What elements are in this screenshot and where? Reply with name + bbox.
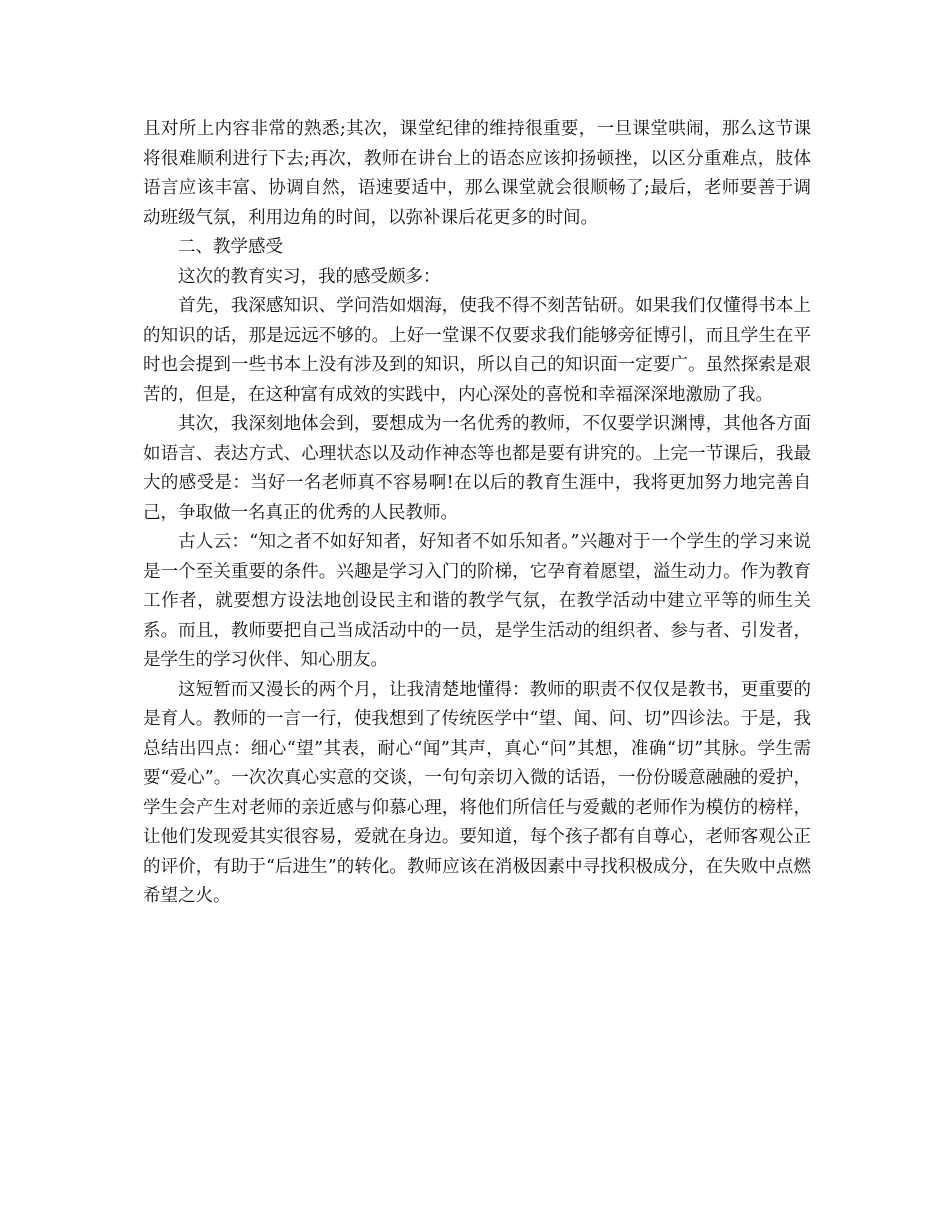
paragraph-secondly: 其次，我深刻地体会到，要想成为一名优秀的教师，不仅要学识渊博，其他各方面如语言、表达方式、心理状态以及动作神态等也都是要有讲究的。上完一节课后，我最大的感受是：当好一名老师真不容易啊!在以后的教育生涯中，我将更加努力地完善自己，争取做一名真正的优秀的人民教师。 — [143, 414, 811, 523]
document-body — [143, 115, 811, 912]
paragraph-ancient-saying: 古人云：“知之者不如好知者，好知者不如乐知者。”兴趣对于一个学生的学习来说是一个至关重要的条件。兴趣是学习入门的阶梯，它孕育着愿望，溢生动力。作为教育工作者，就要想方设法地创设民主和谐的教学气氛，在教学活动中建立平等的师生关系。而且，教师要把自己当成活动中的一员，是学生活动的组织者、参与者、引发者，是学生的学习伙伴、知心朋友。 — [143, 532, 811, 670]
paragraph-firstly: 首先，我深感知识、学问浩如烟海，使我不得不刻苦钻研。如果我们仅懂得书本上的知识的话，那是远远不够的。上好一堂课不仅要求我们能够旁征博引，而且学生在平时也会提到一些书本上没有涉及到的知识，所以自己的知识面一定要广。虽然探索是艰苦的，但是，在这种富有成效的实践中，内心深处的喜悦和幸福深深地激励了我。 — [143, 296, 811, 405]
paragraph-two-months: 这短暂而又漫长的两个月，让我清楚地懂得：教师的职责不仅仅是教书，更重要的是育人。教师的一言一行，使我想到了传统医学中“望、闻、问、切”四诊法。于是，我总结出四点：细心“望”其表，耐心“闻”其声，真心“问”其想，准确“切”其脉。学生需要“爱心”。一次次真心实意的交谈，一句句亲切入微的话语，一份份暖意融融的爱护，学生会产生对老师的亲近感与仰慕心理，将他们所信任与爱戴的老师作为模仿的榜样，让他们发现爱其实很容易，爱就在身边。要知道，每个孩子都有自尊心，老师客观公正的评价，有助于“后进生”的转化。教师应该在消极因素中寻找积极成分，在失败中点燃希望之火。 — [143, 679, 811, 906]
paragraph-continued: 且对所上内容非常的熟悉;其次，课堂纪律的维持很重要，一旦课堂哄闹，那么这节课将很难顺利进行下去;再次，教师在讲台上的语态应该抑扬顿挫，以区分重难点，肢体语言应该丰富、协调自然，语速要适中，那么课堂就会很顺畅了;最后，老师要善于调动班级气氛，利用边角的时间，以弥补课后花更多的时间。 — [143, 119, 811, 228]
section-heading-teaching-feelings: 二、教学感受 — [178, 237, 283, 257]
paragraph-intro: 这次的教育实习，我的感受颇多： — [178, 266, 441, 287]
